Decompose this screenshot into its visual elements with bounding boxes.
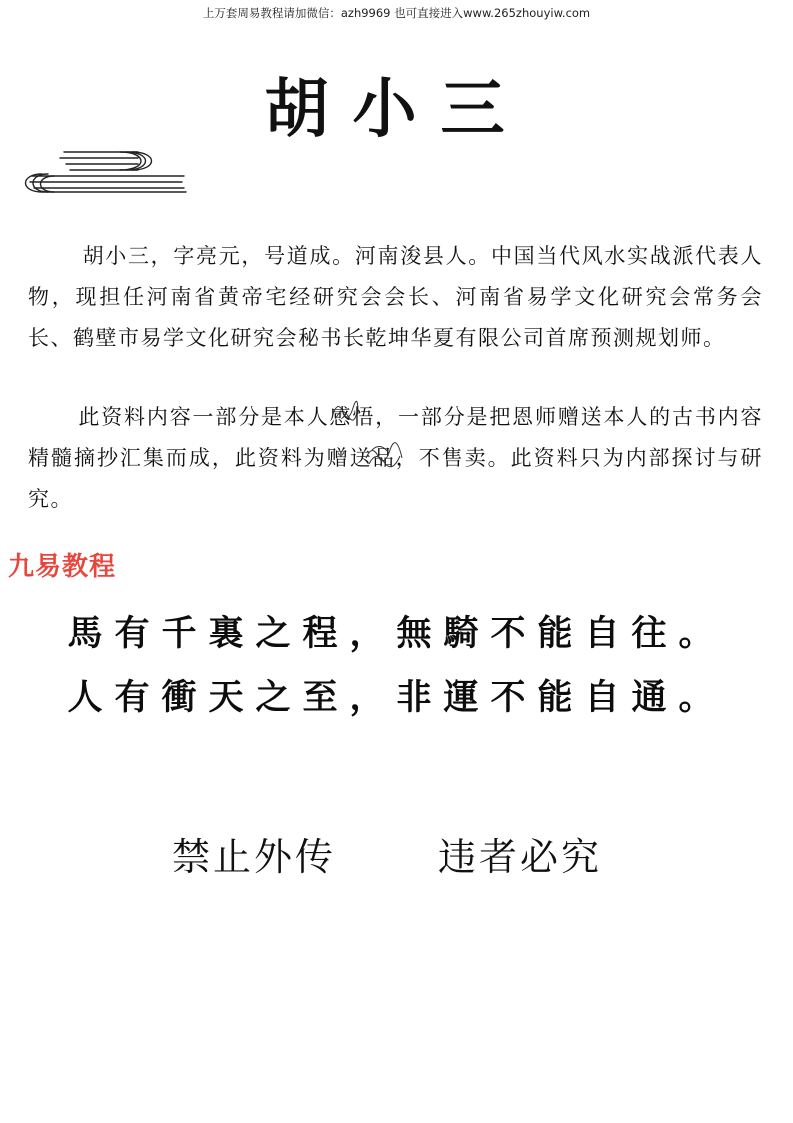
watermark-logo: 九易教程 [8,552,117,582]
header-note: 上万套周易教程请加微信：azh9969 也可直接进入www.265zhouyiw.com [202,6,591,20]
couplet-line: 馬有千裏之程，無騎不能自往。 [67,613,726,654]
couplet-line: 人有衝天之至，非運不能自通。 [67,677,726,718]
book-scroll-icon [20,148,190,198]
page-title: 胡小三 [264,72,529,147]
scribble-mark-icon [364,440,404,468]
intro-paragraph: 胡小三，字亮元，号道成。河南浚县人。中国当代风水实战派代表人物，现担任河南省黄帝宅经研究会会长、河南省易学文化研究会常务会长、鹤壁市易学文化研究会秘书长乾坤华夏有限公司首席预测规划师。 [28,244,763,350]
warning-text: 违者必究 [438,835,603,879]
scribble-mark-icon [330,398,360,422]
note-paragraph: 此资料内容一部分是本人感悟，一部分是把恩师赠送本人的古书内容精髓摘抄汇集而成，此资料为赠送品，不售卖。此资料只为内部探讨与研究。 [28,405,763,511]
warning-text: 禁止外传 [172,835,337,879]
